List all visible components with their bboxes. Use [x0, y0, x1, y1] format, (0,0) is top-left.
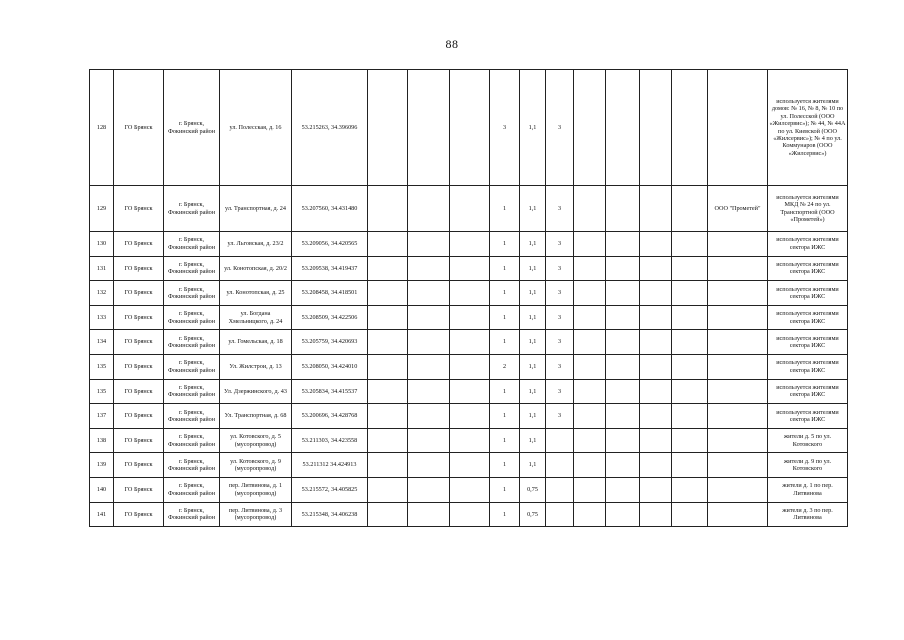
cell-row-number: 135	[90, 379, 114, 404]
cell-locality: г. Брянск, Фокинский район	[164, 330, 220, 355]
cell-coordinates: 53.211303, 34.423558	[292, 428, 368, 453]
cell-locality: г. Брянск, Фокинский район	[164, 428, 220, 453]
cell-row-number: 141	[90, 502, 114, 527]
cell-locality: г. Брянск, Фокинский район	[164, 281, 220, 306]
cell-empty-cell	[606, 305, 640, 330]
cell-usage-note: используется жителями сектора ИЖС	[768, 404, 848, 429]
cell-coordinates: 53.205834, 34.415537	[292, 379, 368, 404]
cell-coordinates: 53.200696, 34.428768	[292, 404, 368, 429]
cell-municipality: ГО Брянск	[114, 186, 164, 232]
cell-container-count: 1	[490, 186, 520, 232]
cell-locality: г. Брянск, Фокинский район	[164, 256, 220, 281]
cell-empty-cell	[408, 186, 450, 232]
cell-empty-cell	[672, 502, 708, 527]
cell-address: ул. Конотопская, д. 20/2	[220, 256, 292, 281]
cell-usage-note: жители д. 3 по пер. Литвинова	[768, 502, 848, 527]
cell-empty-cell	[574, 453, 606, 478]
cell-empty-cell	[640, 186, 672, 232]
cell-empty-cell	[450, 232, 490, 257]
cell-usage-note: используется жителями сектора ИЖС	[768, 354, 848, 379]
cell-address: Ул. Дзержинского, д. 43	[220, 379, 292, 404]
cell-empty-cell	[574, 404, 606, 429]
cell-address: ул. Богдана Хмельницкого, д. 24	[220, 305, 292, 330]
cell-usage-note: используется жителями сектора ИЖС	[768, 379, 848, 404]
cell-municipality: ГО Брянск	[114, 428, 164, 453]
cell-locality: г. Брянск, Фокинский район	[164, 70, 220, 186]
cell-empty-cell	[368, 502, 408, 527]
cell-usage-note: используется жителями МКД № 24 по ул. Транспортной (ООО «Прометей»)	[768, 186, 848, 232]
cell-locality: г. Брянск, Фокинский район	[164, 186, 220, 232]
cell-municipality: ГО Брянск	[114, 379, 164, 404]
cell-coordinates: 53.215348, 34.406238	[292, 502, 368, 527]
cell-empty-cell	[408, 232, 450, 257]
cell-container-volume: 1,1	[520, 428, 546, 453]
cell-operator	[708, 404, 768, 429]
cell-empty-cell	[672, 256, 708, 281]
cell-empty-cell	[368, 330, 408, 355]
cell-empty-cell	[574, 502, 606, 527]
cell-locality: г. Брянск, Фокинский район	[164, 404, 220, 429]
cell-address: ул. Конотопская, д. 25	[220, 281, 292, 306]
cell-frequency	[546, 428, 574, 453]
cell-empty-cell	[368, 477, 408, 502]
cell-operator	[708, 256, 768, 281]
cell-empty-cell	[368, 305, 408, 330]
cell-empty-cell	[606, 354, 640, 379]
cell-empty-cell	[606, 330, 640, 355]
cell-usage-note: используется жителями сектора ИЖС	[768, 281, 848, 306]
cell-address: пер. Литвинова, д. 3 (мусоропровод)	[220, 502, 292, 527]
cell-empty-cell	[408, 379, 450, 404]
cell-empty-cell	[450, 477, 490, 502]
cell-row-number: 128	[90, 70, 114, 186]
cell-row-number: 140	[90, 477, 114, 502]
cell-empty-cell	[408, 404, 450, 429]
cell-empty-cell	[606, 186, 640, 232]
cell-address: ул. Котовского, д. 9 (мусоропровод)	[220, 453, 292, 478]
cell-row-number: 139	[90, 453, 114, 478]
cell-frequency	[546, 502, 574, 527]
table-row	[90, 186, 848, 232]
cell-container-volume: 1,1	[520, 70, 546, 186]
cell-operator	[708, 305, 768, 330]
cell-empty-cell	[450, 502, 490, 527]
cell-container-volume: 0,75	[520, 502, 546, 527]
cell-empty-cell	[606, 453, 640, 478]
cell-municipality: ГО Брянск	[114, 281, 164, 306]
cell-frequency: 3	[546, 354, 574, 379]
table-row	[90, 477, 848, 502]
cell-coordinates: 53.208509, 34.422506	[292, 305, 368, 330]
cell-container-volume: 1,1	[520, 281, 546, 306]
cell-container-volume: 1,1	[520, 256, 546, 281]
cell-coordinates: 53.209538, 34.419437	[292, 256, 368, 281]
cell-empty-cell	[450, 404, 490, 429]
cell-empty-cell	[450, 70, 490, 186]
cell-municipality: ГО Брянск	[114, 477, 164, 502]
cell-empty-cell	[450, 256, 490, 281]
cell-empty-cell	[408, 330, 450, 355]
cell-empty-cell	[672, 404, 708, 429]
cell-empty-cell	[408, 354, 450, 379]
cell-empty-cell	[640, 379, 672, 404]
cell-empty-cell	[606, 256, 640, 281]
cell-coordinates: 53.215263, 34.396096	[292, 70, 368, 186]
cell-container-volume: 1,1	[520, 186, 546, 232]
cell-empty-cell	[368, 256, 408, 281]
cell-frequency: 3	[546, 232, 574, 257]
cell-container-count: 1	[490, 428, 520, 453]
cell-usage-note: жители д. 1 по пер. Литвинова	[768, 477, 848, 502]
cell-empty-cell	[672, 305, 708, 330]
table-row	[90, 502, 848, 527]
cell-empty-cell	[450, 354, 490, 379]
cell-address: ул. Котовского, д. 5 (мусоропровод)	[220, 428, 292, 453]
cell-container-volume: 1,1	[520, 404, 546, 429]
cell-empty-cell	[672, 453, 708, 478]
cell-frequency: 3	[546, 330, 574, 355]
cell-coordinates: 53.208050, 34.424010	[292, 354, 368, 379]
cell-empty-cell	[574, 186, 606, 232]
cell-empty-cell	[368, 428, 408, 453]
cell-empty-cell	[640, 354, 672, 379]
cell-empty-cell	[368, 404, 408, 429]
table-row	[90, 232, 848, 257]
cell-frequency: 3	[546, 281, 574, 306]
cell-empty-cell	[640, 281, 672, 306]
cell-address: ул. Полесская, д. 16	[220, 70, 292, 186]
cell-operator	[708, 70, 768, 186]
cell-container-volume: 0,75	[520, 477, 546, 502]
cell-locality: г. Брянск, Фокинский район	[164, 379, 220, 404]
cell-row-number: 137	[90, 404, 114, 429]
cell-row-number: 132	[90, 281, 114, 306]
table-row	[90, 281, 848, 306]
cell-empty-cell	[606, 502, 640, 527]
cell-empty-cell	[640, 232, 672, 257]
cell-operator: ООО "Прометей"	[708, 186, 768, 232]
cell-coordinates: 53.207560, 34.431480	[292, 186, 368, 232]
cell-operator	[708, 428, 768, 453]
table-row	[90, 330, 848, 355]
cell-container-count: 1	[490, 305, 520, 330]
cell-municipality: ГО Брянск	[114, 70, 164, 186]
cell-empty-cell	[640, 404, 672, 429]
cell-empty-cell	[672, 477, 708, 502]
cell-empty-cell	[672, 428, 708, 453]
table-row	[90, 379, 848, 404]
cell-empty-cell	[672, 232, 708, 257]
cell-usage-note: используется жителями сектора ИЖС	[768, 232, 848, 257]
cell-empty-cell	[574, 70, 606, 186]
cell-usage-note: используется жителями сектора ИЖС	[768, 305, 848, 330]
cell-locality: г. Брянск, Фокинский район	[164, 453, 220, 478]
cell-empty-cell	[672, 186, 708, 232]
cell-container-count: 1	[490, 502, 520, 527]
cell-container-count: 2	[490, 354, 520, 379]
cell-locality: г. Брянск, Фокинский район	[164, 232, 220, 257]
cell-empty-cell	[368, 453, 408, 478]
cell-address: Ул. Жилстрои, д. 13	[220, 354, 292, 379]
cell-coordinates: 53.209056, 34.420565	[292, 232, 368, 257]
cell-operator	[708, 232, 768, 257]
cell-operator	[708, 330, 768, 355]
cell-empty-cell	[408, 502, 450, 527]
cell-coordinates: 53.208458, 34.418501	[292, 281, 368, 306]
cell-row-number: 133	[90, 305, 114, 330]
cell-row-number: 135	[90, 354, 114, 379]
cell-container-volume: 1,1	[520, 330, 546, 355]
cell-address: ул. Гомельская, д. 18	[220, 330, 292, 355]
cell-locality: г. Брянск, Фокинский район	[164, 477, 220, 502]
cell-empty-cell	[368, 232, 408, 257]
cell-empty-cell	[574, 379, 606, 404]
cell-usage-note: жители д. 9 по ул. Котовского	[768, 453, 848, 478]
cell-operator	[708, 453, 768, 478]
cell-row-number: 130	[90, 232, 114, 257]
cell-empty-cell	[574, 281, 606, 306]
cell-municipality: ГО Брянск	[114, 305, 164, 330]
cell-empty-cell	[450, 453, 490, 478]
cell-row-number: 134	[90, 330, 114, 355]
cell-address: ул. Льговская, д. 23/2	[220, 232, 292, 257]
cell-municipality: ГО Брянск	[114, 354, 164, 379]
cell-municipality: ГО Брянск	[114, 256, 164, 281]
cell-empty-cell	[672, 330, 708, 355]
cell-empty-cell	[368, 70, 408, 186]
cell-empty-cell	[640, 428, 672, 453]
cell-locality: г. Брянск, Фокинский район	[164, 354, 220, 379]
cell-empty-cell	[672, 281, 708, 306]
cell-address: пер. Литвинова, д. 1 (мусоропровод)	[220, 477, 292, 502]
cell-container-count: 1	[490, 281, 520, 306]
cell-frequency: 3	[546, 404, 574, 429]
cell-row-number: 129	[90, 186, 114, 232]
cell-empty-cell	[408, 453, 450, 478]
table-body	[90, 70, 848, 527]
cell-container-count: 1	[490, 330, 520, 355]
cell-empty-cell	[640, 330, 672, 355]
cell-empty-cell	[574, 354, 606, 379]
cell-frequency: 3	[546, 305, 574, 330]
cell-container-volume: 1,1	[520, 305, 546, 330]
cell-operator	[708, 281, 768, 306]
cell-empty-cell	[408, 477, 450, 502]
cell-container-volume: 1,1	[520, 453, 546, 478]
cell-empty-cell	[640, 305, 672, 330]
cell-frequency: 3	[546, 256, 574, 281]
cell-empty-cell	[606, 477, 640, 502]
cell-empty-cell	[574, 305, 606, 330]
cell-empty-cell	[640, 453, 672, 478]
cell-municipality: ГО Брянск	[114, 453, 164, 478]
cell-empty-cell	[408, 70, 450, 186]
cell-locality: г. Брянск, Фокинский район	[164, 502, 220, 527]
cell-empty-cell	[450, 428, 490, 453]
cell-coordinates: 53.205759, 34.420693	[292, 330, 368, 355]
cell-operator	[708, 502, 768, 527]
cell-container-volume: 1,1	[520, 354, 546, 379]
cell-empty-cell	[640, 256, 672, 281]
cell-container-volume: 1,1	[520, 379, 546, 404]
cell-container-count: 3	[490, 70, 520, 186]
cell-container-count: 1	[490, 232, 520, 257]
cell-empty-cell	[368, 281, 408, 306]
table-row	[90, 70, 848, 186]
cell-empty-cell	[450, 281, 490, 306]
cell-row-number: 138	[90, 428, 114, 453]
cell-empty-cell	[606, 379, 640, 404]
cell-empty-cell	[672, 354, 708, 379]
table-row	[90, 428, 848, 453]
cell-empty-cell	[574, 428, 606, 453]
cell-operator	[708, 354, 768, 379]
cell-empty-cell	[606, 281, 640, 306]
cell-container-count: 1	[490, 477, 520, 502]
cell-empty-cell	[640, 477, 672, 502]
cell-frequency: 3	[546, 379, 574, 404]
cell-container-volume: 1,1	[520, 232, 546, 257]
cell-empty-cell	[574, 232, 606, 257]
cell-container-count: 1	[490, 453, 520, 478]
cell-empty-cell	[450, 305, 490, 330]
cell-empty-cell	[368, 186, 408, 232]
cell-empty-cell	[606, 428, 640, 453]
cell-empty-cell	[408, 281, 450, 306]
cell-address: Ул. Транспортная, д. 68	[220, 404, 292, 429]
cell-row-number: 131	[90, 256, 114, 281]
table-row	[90, 354, 848, 379]
cell-empty-cell	[640, 70, 672, 186]
cell-municipality: ГО Брянск	[114, 330, 164, 355]
cell-frequency: 3	[546, 186, 574, 232]
cell-empty-cell	[408, 428, 450, 453]
cell-empty-cell	[606, 70, 640, 186]
cell-empty-cell	[408, 305, 450, 330]
cell-usage-note: используется жителями сектора ИЖС	[768, 330, 848, 355]
cell-empty-cell	[672, 70, 708, 186]
table-row	[90, 256, 848, 281]
cell-operator	[708, 477, 768, 502]
cell-frequency: 3	[546, 70, 574, 186]
cell-municipality: ГО Брянск	[114, 404, 164, 429]
cell-empty-cell	[606, 404, 640, 429]
cell-usage-note: используется жителями сектора ИЖС	[768, 256, 848, 281]
cell-municipality: ГО Брянск	[114, 232, 164, 257]
cell-container-count: 1	[490, 256, 520, 281]
cell-frequency	[546, 477, 574, 502]
cell-coordinates: 53.211312 34.424913	[292, 453, 368, 478]
cell-empty-cell	[640, 502, 672, 527]
cell-empty-cell	[450, 186, 490, 232]
cell-empty-cell	[450, 379, 490, 404]
cell-container-count: 1	[490, 404, 520, 429]
cell-empty-cell	[368, 379, 408, 404]
cell-empty-cell	[368, 354, 408, 379]
cell-empty-cell	[574, 477, 606, 502]
cell-empty-cell	[574, 330, 606, 355]
container-sites-table	[89, 69, 848, 527]
cell-empty-cell	[408, 256, 450, 281]
cell-empty-cell	[672, 379, 708, 404]
table-row	[90, 305, 848, 330]
cell-container-count: 1	[490, 379, 520, 404]
page-number: 88	[445, 37, 459, 51]
cell-empty-cell	[450, 330, 490, 355]
cell-empty-cell	[574, 256, 606, 281]
cell-operator	[708, 379, 768, 404]
cell-locality: г. Брянск, Фокинский район	[164, 305, 220, 330]
cell-usage-note: жители д. 5 по ул. Котовского	[768, 428, 848, 453]
cell-municipality: ГО Брянск	[114, 502, 164, 527]
cell-usage-note: используется жителями домов: № 16, № 8, № 10 по ул. Полесской (ООО «Жилсервис»); № 44, № 44А по ул. Киевской (ООО «Жилсервис»); № 4 по ул. Коммунаров (ООО «Жилсервис»)	[768, 70, 848, 186]
table-row	[90, 404, 848, 429]
cell-address: ул. Транспортная, д. 24	[220, 186, 292, 232]
cell-empty-cell	[606, 232, 640, 257]
table-row	[90, 453, 848, 478]
cell-frequency	[546, 453, 574, 478]
cell-coordinates: 53.215572, 34.405825	[292, 477, 368, 502]
